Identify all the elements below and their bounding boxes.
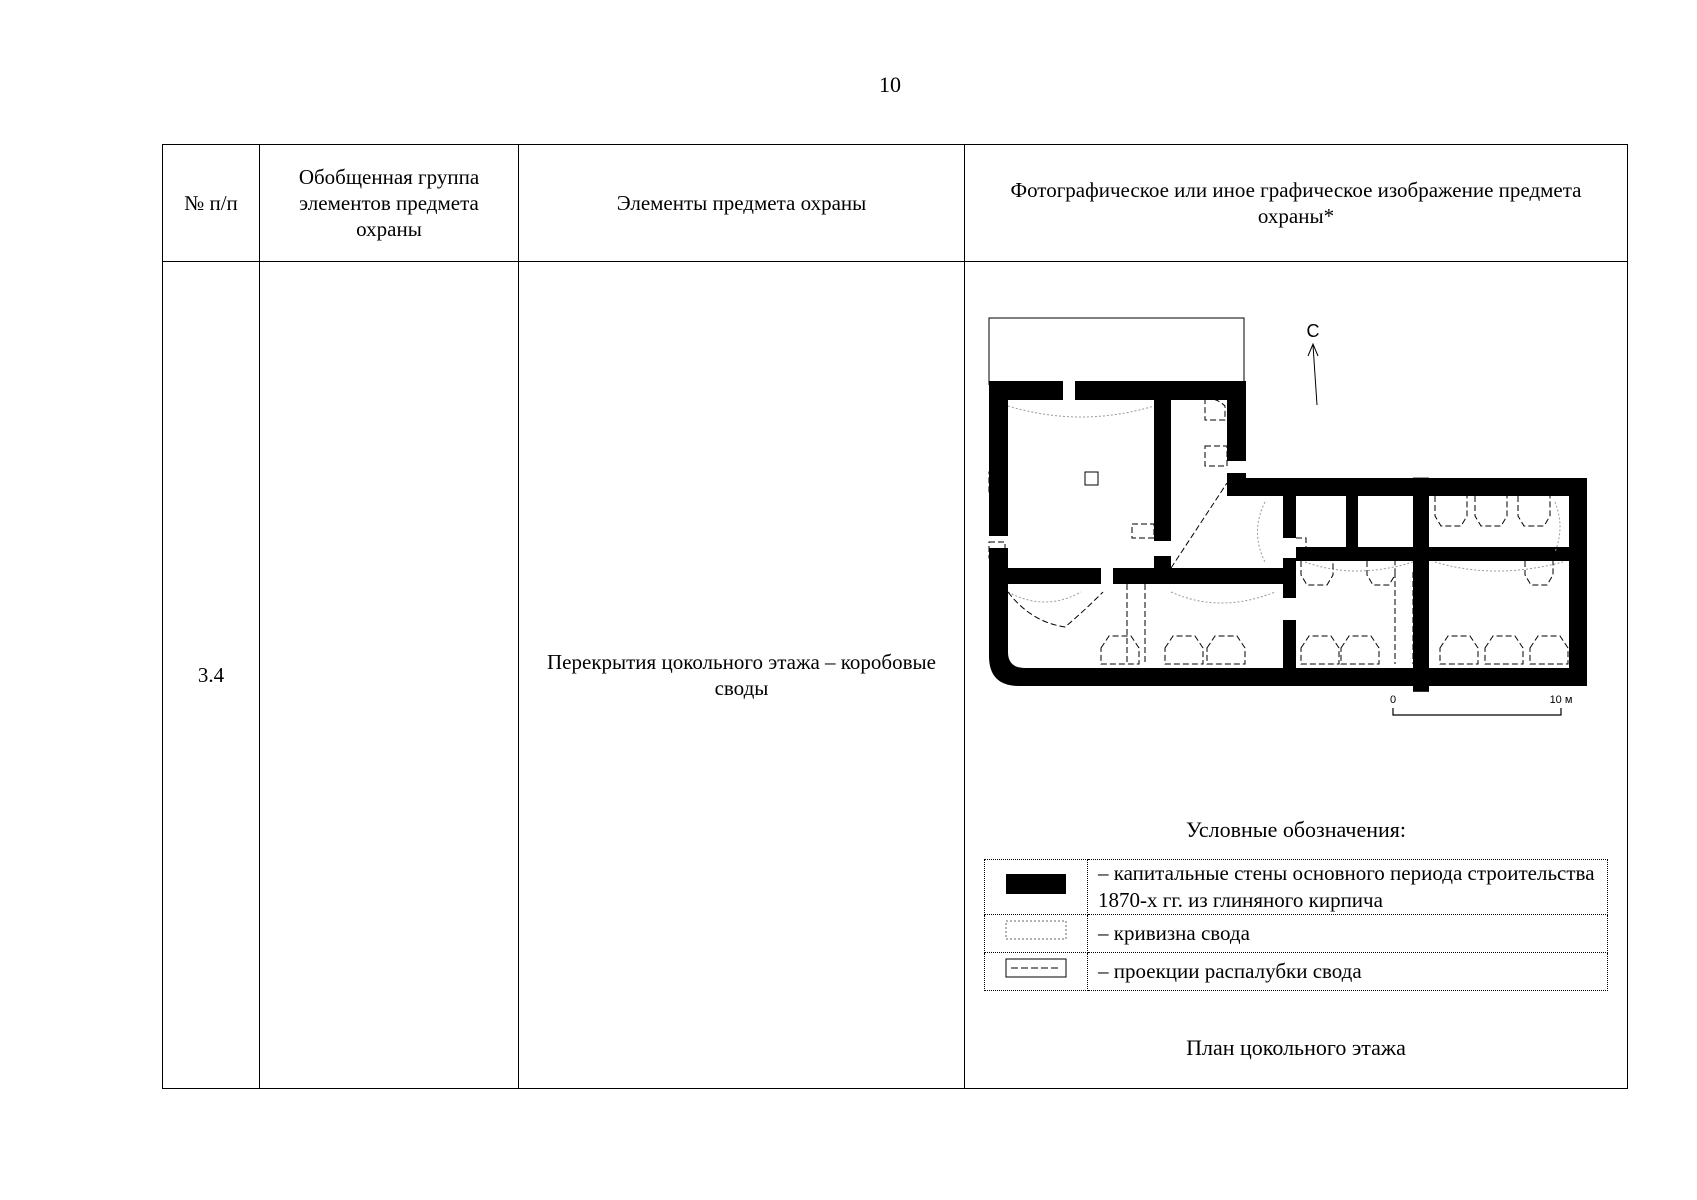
wall [1283,478,1296,538]
floor-plan-figure [965,262,1627,1088]
legend-text: – капитальные стены основного периода строительства 1870-х гг. из глиняного кирпича [1088,860,1608,915]
table-row [163,262,1628,1089]
page-number: 10 [879,72,901,97]
plan-caption: План цокольного этажа [1186,1035,1406,1060]
wall [1154,381,1171,541]
legend-symbol [985,915,1088,953]
legend-symbol [985,860,1088,915]
legend-text: – проекции распалубки свода [1088,953,1608,991]
north-label: С [1306,321,1320,341]
scale-bar [1393,708,1561,715]
header-group: Обобщенная группа элементов предмета охраны [260,145,519,262]
header-image: Фотографическое или иное графическое изображение предмета охраны* [965,145,1628,262]
legend-row [985,860,1608,915]
wall [1413,584,1429,590]
header-elements: Элементы предмета охраны [519,145,965,262]
wall [989,381,1008,536]
protection-items-table [162,144,1628,1089]
row-group [260,262,519,1089]
legend-symbol [985,953,1088,991]
wall [1413,642,1429,686]
plan-outline [989,318,1244,385]
formwork-projection-swatch-icon [1005,957,1067,979]
wall [1113,568,1283,584]
row-elements: Перекрытия цокольного этажа – коробовые своды [519,262,965,1089]
north-arrow [1313,345,1317,405]
wall [989,568,1101,584]
header-number: № п/п [163,145,260,262]
table-header-row [163,145,1628,262]
wall [989,548,1008,656]
legend-table [984,859,1608,991]
legend-row [985,953,1608,991]
wall [1569,478,1587,686]
wall [1283,558,1296,598]
wall [1227,381,1246,461]
scale-max-label: 10 м [1549,694,1573,706]
legend-text: – кривизна свода [1088,915,1608,953]
wall [1227,478,1587,496]
wall [1283,620,1296,686]
scale-zero-label: 0 [1389,694,1397,706]
row-image [965,262,1628,1089]
legend-title: Условные обозначения: [1185,817,1407,842]
legend-row [985,915,1608,953]
vault-formwork [989,398,1568,664]
wall [1154,556,1171,568]
wall [1296,547,1569,561]
column-marker [1085,472,1098,485]
solid-wall-swatch-icon [1005,873,1067,895]
vault-curvature-swatch-icon [1005,919,1067,941]
row-number: 3.4 [163,262,260,1089]
